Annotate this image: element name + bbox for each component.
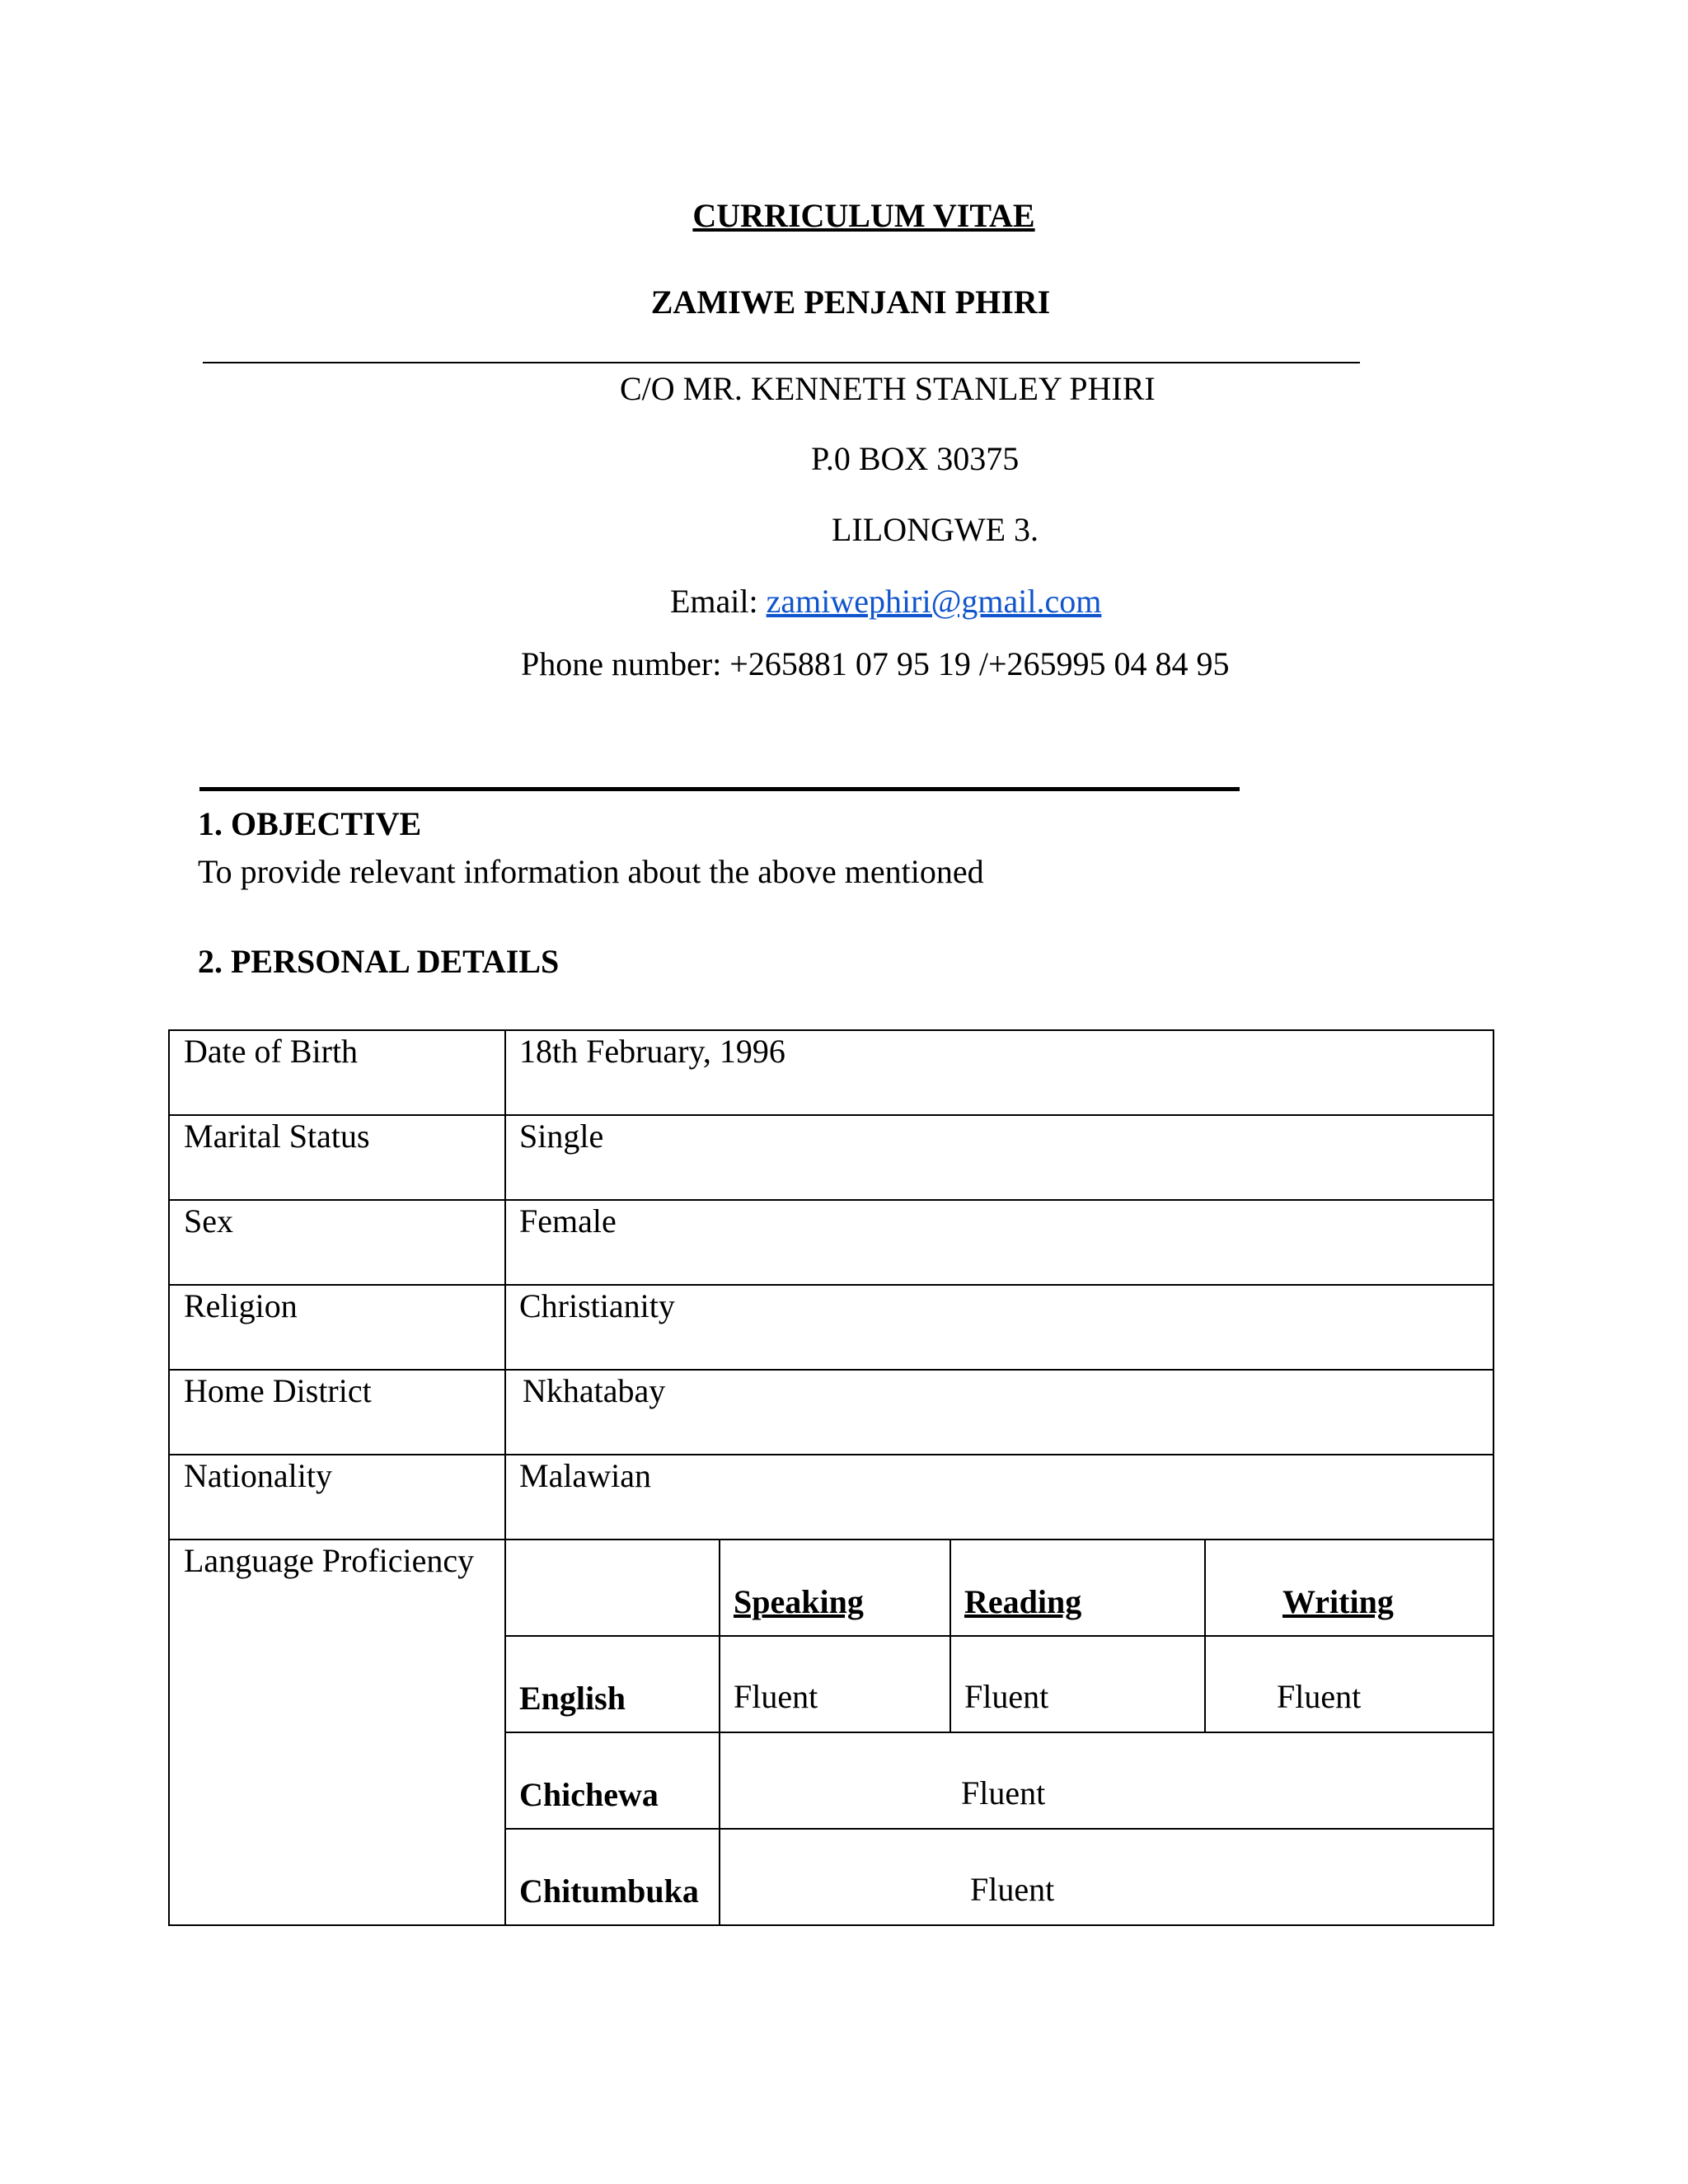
religion-label: Religion xyxy=(184,1287,298,1324)
speaking-header: Speaking xyxy=(734,1583,864,1620)
language-column-divider xyxy=(719,1539,720,1926)
table-row-divider xyxy=(168,1454,1494,1455)
reading-header: Reading xyxy=(964,1583,1082,1620)
email-line xyxy=(670,582,1101,621)
english-speaking: Fluent xyxy=(734,1678,818,1715)
table-border-right xyxy=(1493,1029,1494,1926)
objective-heading: 1. OBJECTIVE xyxy=(198,805,422,842)
language-column-divider xyxy=(1204,1539,1206,1732)
table-row-divider xyxy=(168,1539,1494,1540)
sex-value: Female xyxy=(519,1202,617,1240)
email-label: Email: xyxy=(670,583,767,620)
objective-text: To provide relevant information about the above mentioned xyxy=(198,853,984,890)
language-row-divider xyxy=(504,1635,1494,1637)
english-reading: Fluent xyxy=(964,1678,1049,1715)
writing-header: Writing xyxy=(1282,1583,1394,1620)
table-row-divider xyxy=(168,1199,1494,1201)
religion-value: Christianity xyxy=(519,1287,675,1324)
address-line-1: C/O MR. KENNETH STANLEY PHIRI xyxy=(620,370,1156,407)
language-english: English xyxy=(519,1680,626,1717)
table-border-left xyxy=(168,1029,170,1926)
language-proficiency-label: Language Proficiency xyxy=(184,1542,475,1579)
home-district-label: Home District xyxy=(184,1372,372,1409)
nationality-label: Nationality xyxy=(184,1457,332,1494)
language-column-divider xyxy=(950,1539,951,1732)
english-writing: Fluent xyxy=(1277,1678,1362,1715)
section-divider xyxy=(199,787,1240,791)
language-chichewa: Chichewa xyxy=(519,1776,659,1813)
marital-status-value: Single xyxy=(519,1118,604,1155)
dob-value: 18th February, 1996 xyxy=(519,1033,785,1070)
table-border-bottom xyxy=(168,1924,1494,1926)
address-line-2: P.0 BOX 30375 xyxy=(811,440,1020,477)
email-link[interactable]: zamiwephiri@gmail.com xyxy=(766,583,1102,620)
table-border-top xyxy=(168,1029,1494,1031)
sex-label: Sex xyxy=(184,1202,233,1240)
language-row-divider xyxy=(504,1828,1494,1830)
candidate-name: ZAMIWE PENJANI PHIRI xyxy=(650,284,1051,321)
marital-status-label: Marital Status xyxy=(184,1118,370,1155)
chitumbuka-proficiency: Fluent xyxy=(970,1871,1055,1908)
document-title: CURRICULUM VITAE xyxy=(692,197,1035,234)
phone-line: Phone number: +265881 07 95 19 /+265995 04 84 95 xyxy=(521,645,1230,682)
table-row-divider xyxy=(168,1114,1494,1116)
table-column-divider xyxy=(504,1029,506,1926)
chichewa-proficiency: Fluent xyxy=(961,1774,1046,1811)
table-row-divider xyxy=(168,1284,1494,1286)
dob-label: Date of Birth xyxy=(184,1033,359,1070)
header-divider xyxy=(203,362,1360,363)
personal-details-heading: 2. PERSONAL DETAILS xyxy=(198,943,560,980)
home-district-value: Nkhatabay xyxy=(523,1372,666,1409)
nationality-value: Malawian xyxy=(519,1457,651,1494)
language-chitumbuka: Chitumbuka xyxy=(519,1872,699,1910)
language-row-divider xyxy=(504,1732,1494,1733)
address-line-3: LILONGWE 3. xyxy=(832,511,1039,548)
table-row-divider xyxy=(168,1369,1494,1371)
